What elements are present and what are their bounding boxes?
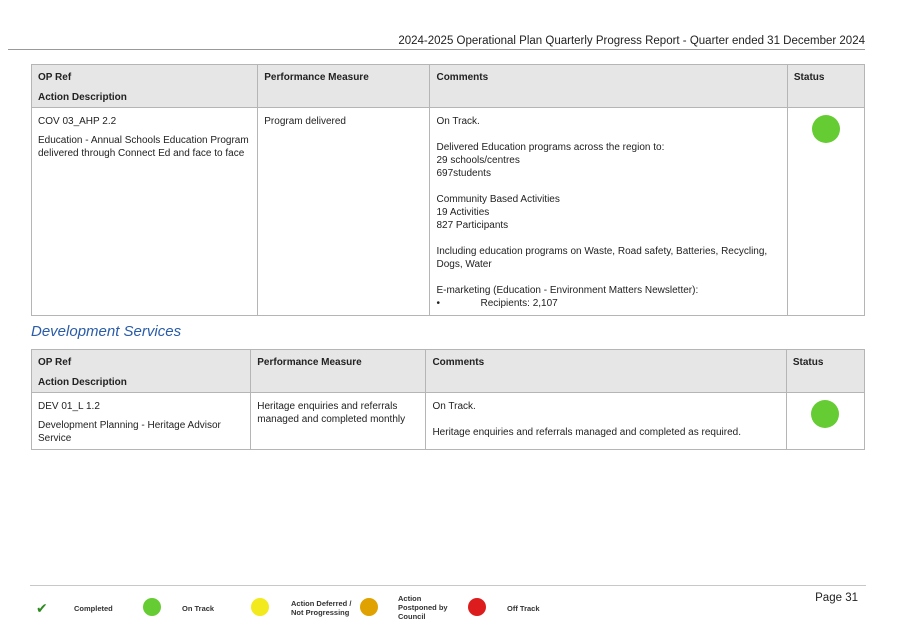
cell-status: [787, 108, 864, 316]
header-comments: Comments: [426, 350, 786, 393]
legend-postponed-line: Action: [398, 594, 422, 603]
header-op-ref-label: OP Ref: [38, 72, 72, 83]
comment-line: 19 Activities: [436, 207, 490, 218]
comment-line: On Track.: [432, 401, 476, 412]
comment-line: Including education programs on Waste, Road safety, Batteries, Recycling, Dogs, Water: [436, 246, 768, 270]
op-table-development: [31, 349, 865, 450]
cell-op-ref: [32, 393, 251, 450]
comment-line: 827 Participants: [436, 220, 509, 231]
header-performance-measure: Performance Measure: [251, 350, 426, 393]
legend-on-track-label: On Track: [182, 604, 215, 613]
legend-deferred-line: Not Progressing: [291, 608, 350, 617]
page-header: [8, 34, 865, 50]
status-on-track-icon: [812, 115, 840, 143]
op-table-education: [31, 64, 865, 316]
report-title: 2024-2025 Operational Plan Quarterly Progress Report - Quarter ended 31 December 2024: [398, 35, 865, 47]
legend-off-track-label: Off Track: [507, 604, 540, 613]
status-on-track-icon: [811, 400, 839, 428]
header-op-ref-label: OP Ref: [38, 357, 72, 368]
header-action-description-label: Action Description: [38, 92, 127, 103]
legend-postponed-line: Postponed by: [398, 603, 448, 612]
legend-on-track-icon: [143, 598, 161, 616]
cell-comments: [426, 393, 786, 450]
comment-line: Heritage enquiries and referrals managed and completed as required.: [432, 427, 741, 438]
comment-line: 29 schools/centres: [436, 155, 520, 166]
action-description: Education - Annual Schools Education Program delivered through Connect Ed and face to face: [38, 135, 249, 159]
checkmark-icon: ✔: [36, 600, 48, 616]
cell-comments: [430, 108, 787, 316]
legend-postponed-line: Council: [398, 612, 426, 621]
bullet-symbol: •: [436, 298, 440, 309]
legend-postponed-label: [398, 594, 448, 621]
table-row: [32, 108, 865, 316]
legend-completed-label: Completed: [74, 604, 113, 613]
bullet-item: [436, 297, 780, 310]
table-header-row: [32, 350, 865, 393]
comment-line: Delivered Education programs across the region to:: [436, 142, 665, 153]
cell-performance-measure: Program delivered: [258, 108, 430, 316]
comment-line: 697students: [436, 168, 491, 179]
legend-postponed-icon: [360, 598, 378, 616]
legend-off-track-icon: [468, 598, 486, 616]
cell-performance-measure: Heritage enquiries and referrals managed and completed monthly: [251, 393, 426, 450]
header-status: Status: [787, 65, 864, 108]
page-number: Page 31: [815, 592, 858, 604]
header-status: Status: [786, 350, 864, 393]
action-description: Development Planning - Heritage Advisor Service: [38, 420, 221, 444]
section-heading: Development Services: [31, 323, 182, 340]
bullet-text: Recipients: 2,107: [480, 298, 558, 309]
table-header-row: [32, 65, 865, 108]
legend-deferred-label: [291, 599, 351, 617]
cell-status: [786, 393, 864, 450]
header-op-ref: [32, 350, 251, 393]
legend-deferred-line: Action Deferred /: [291, 599, 352, 608]
header-performance-measure: Performance Measure: [258, 65, 430, 108]
comment-line: On Track.: [436, 116, 480, 127]
comment-line: E-marketing (Education - Environment Matters Newsletter):: [436, 285, 699, 296]
table-row: [32, 393, 865, 450]
header-action-description-label: Action Description: [38, 377, 127, 388]
op-ref-value: DEV 01_L 1.2: [38, 401, 100, 412]
op-ref-value: COV 03_AHP 2.2: [38, 116, 117, 127]
header-op-ref: [32, 65, 258, 108]
header-comments: Comments: [430, 65, 787, 108]
status-legend: [30, 585, 866, 626]
legend-deferred-icon: [251, 598, 269, 616]
cell-op-ref: [32, 108, 258, 316]
comment-line: Community Based Activities: [436, 194, 560, 205]
